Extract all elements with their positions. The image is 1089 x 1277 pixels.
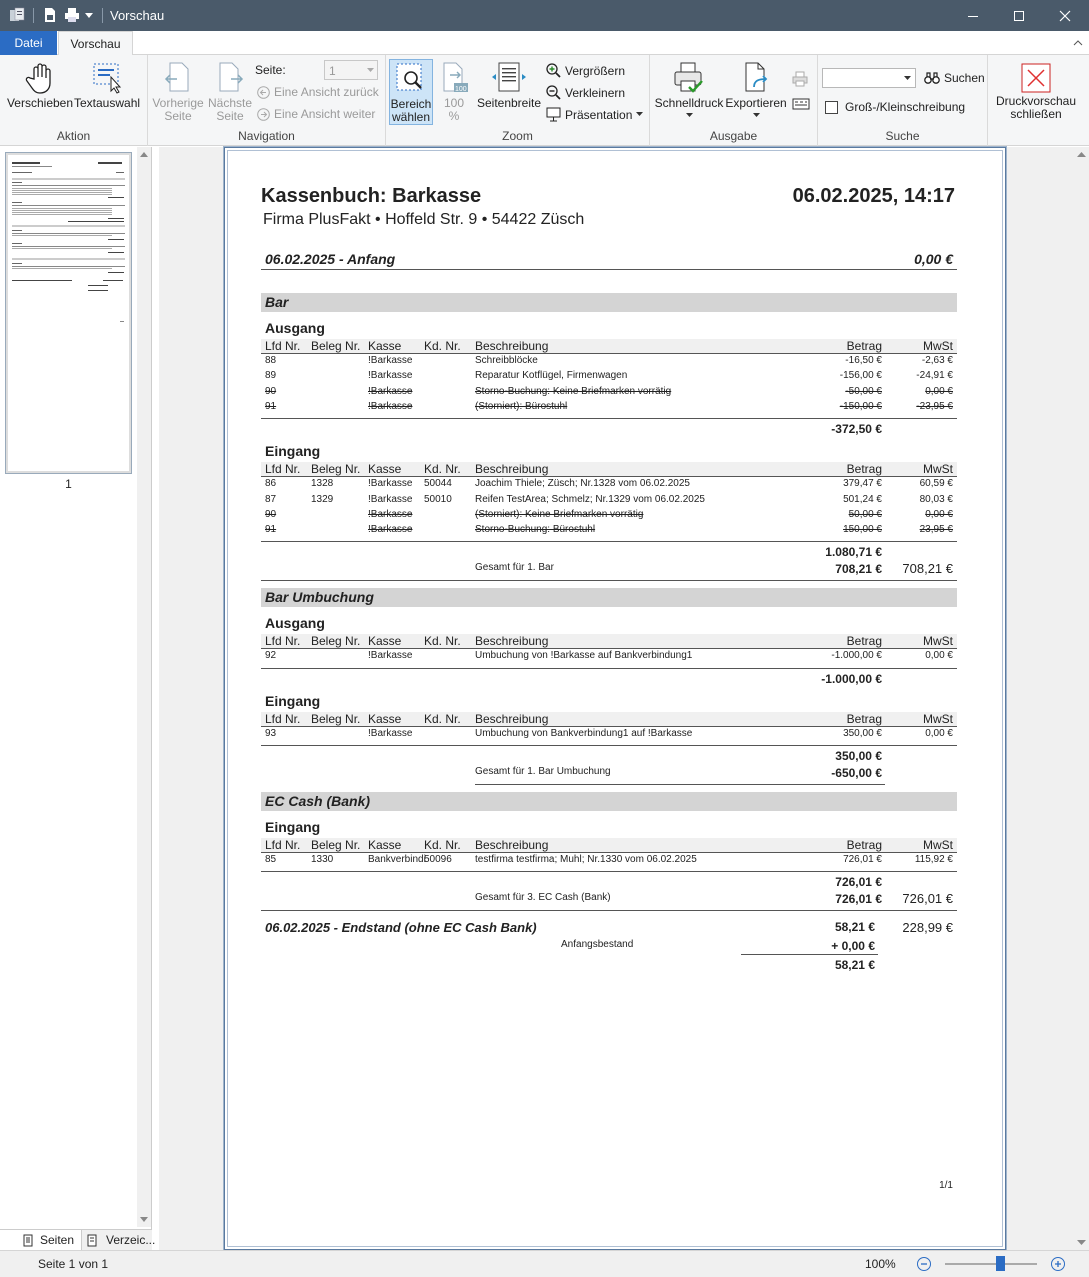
cell-nr: 93 [265, 727, 277, 739]
cell-betrag: -1.000,00 € [831, 650, 882, 662]
report-title: Kassenbuch: Barkasse [261, 185, 482, 207]
cell-kasse: !Barkasse [368, 478, 413, 490]
print-setup-icon[interactable] [792, 71, 808, 87]
cell-nr: 86 [265, 478, 277, 490]
sum-label: Gesamt für 3. EC Cash (Bank) [475, 892, 611, 904]
pages-icon [22, 1234, 34, 1247]
select-area-label-2: wählen [391, 110, 431, 124]
column-header: MwSt [923, 711, 953, 726]
zoom-in-icon[interactable] [1050, 1256, 1066, 1272]
status-bar [0, 1250, 1089, 1277]
scroll-down-icon[interactable] [1077, 1240, 1086, 1245]
maximize-icon [1013, 10, 1025, 22]
thumbnail-page-number: 1 [65, 477, 72, 491]
header-line [261, 353, 957, 354]
select-area-button[interactable] [389, 59, 433, 125]
cell-betrag: -156,00 € [839, 370, 882, 382]
cell-desc: Umbuchung von !Barkasse auf Bankverbindung1 [475, 650, 693, 662]
tab-pages[interactable] [0, 1230, 82, 1251]
page-number-value: 1 [329, 64, 336, 78]
column-header: Kd. Nr. [424, 711, 461, 726]
next-page-icon [214, 61, 246, 95]
next-page-label-1: Nächste [207, 96, 253, 110]
table-end-line [261, 668, 957, 669]
cell-mwst: -2,63 € [921, 355, 953, 366]
group-label-suche: Suche [885, 129, 920, 143]
column-header: MwSt [923, 462, 953, 477]
chevron-down-icon [367, 68, 374, 73]
cell-desc: Storno-Buchung: Keine Briefmarken vorrätig [475, 385, 672, 397]
zoom-100-label-2: % [448, 109, 460, 123]
column-header: Betrag [846, 339, 882, 353]
group-suche [818, 55, 988, 146]
page-footer: 1/1 [939, 1180, 953, 1191]
group-label-navigation: Navigation [238, 129, 295, 143]
page-width-icon [491, 61, 527, 95]
search-combobox[interactable] [822, 68, 916, 88]
cell-desc: Reparatur Kotflügel, Firmenwagen [475, 370, 628, 382]
binoculars-icon [924, 71, 940, 85]
scroll-up-icon[interactable] [1077, 152, 1086, 157]
column-header: Beleg Nr. [311, 711, 361, 726]
title-bar [0, 0, 1089, 31]
subsection-title: Ausgang [265, 615, 325, 632]
thumbnail-preview-graphic [8, 155, 129, 471]
chevron-down-icon [686, 113, 693, 118]
search-button[interactable] [924, 71, 985, 85]
sum-mwst: 708,21 € [902, 561, 953, 577]
cell-desc: (Storniert): Keine Briefmarken vorrätig [475, 508, 644, 520]
cell-nr: 90 [265, 508, 277, 520]
cell-beleg: 1330 [311, 854, 334, 865]
start-value: 0,00 € [914, 251, 953, 267]
subtotal-value: 1.080,71 € [825, 545, 882, 560]
text-select-button[interactable] [74, 61, 140, 110]
column-header: Kd. Nr. [424, 634, 461, 649]
view-back-label: Eine Ansicht zurück [274, 85, 379, 99]
chevron-down-icon [636, 112, 643, 117]
report-page [224, 147, 1006, 1250]
group-ausgabe [650, 55, 818, 146]
cell-betrag: 350,00 € [843, 727, 882, 739]
section-end-line [261, 910, 957, 911]
print-icon[interactable] [64, 7, 80, 23]
page-setup-icon[interactable] [792, 98, 810, 112]
scroll-down-icon[interactable] [140, 1217, 148, 1222]
prev-page-label-2: Seite [164, 109, 192, 123]
subsection-title: Ausgang [265, 320, 325, 336]
text-select-icon [91, 61, 123, 95]
group-navigation [148, 55, 386, 146]
cell-desc: Schreibblöcke [475, 355, 538, 366]
magnifier-area-icon [395, 62, 427, 96]
save-icon[interactable] [42, 7, 58, 23]
cell-mwst: -23,95 € [916, 400, 953, 412]
move-button[interactable] [6, 61, 74, 110]
column-header: Kasse [368, 838, 402, 852]
prev-page-button[interactable] [152, 61, 204, 123]
prev-page-icon [162, 61, 194, 95]
column-header: Beleg Nr. [311, 634, 361, 649]
cell-desc: Joachim Thiele; Züsch; Nr.1328 vom 06.02.2025 [475, 478, 690, 490]
cell-kasse: !Barkasse [368, 650, 413, 662]
cell-kasse: !Barkasse [368, 355, 413, 366]
cell-desc: testfirma testfirma; Muhl; Nr.1330 vom 06.02.2025 [475, 854, 697, 865]
table-end-line [261, 745, 957, 746]
column-header: Kasse [368, 634, 402, 649]
zoom-out-button[interactable] [546, 85, 625, 100]
group-label-aktion: Aktion [56, 129, 91, 143]
tab-pages-label: Seiten [40, 1233, 75, 1247]
start-label: 06.02.2025 - Anfang [265, 251, 396, 267]
checkbox-box[interactable] [825, 101, 838, 114]
quick-access-dropdown-icon[interactable] [84, 7, 94, 23]
table-end-line [261, 871, 957, 872]
cell-nr: 87 [265, 493, 277, 505]
column-header: Lfd Nr. [265, 711, 301, 726]
column-header: Lfd Nr. [265, 838, 301, 852]
column-header: Beleg Nr. [311, 838, 361, 852]
close-preview-icon [1021, 63, 1051, 93]
close-preview-label-2: schließen [1010, 107, 1062, 121]
zoom-100-button[interactable] [436, 61, 472, 123]
column-header: Betrag [846, 634, 882, 649]
maximize-button[interactable] [996, 0, 1042, 31]
column-header: Betrag [846, 462, 882, 477]
page-width-label: Seitenbreite [476, 96, 542, 110]
search-label: Suchen [944, 71, 985, 85]
app-icon [9, 7, 25, 23]
cell-nr: 90 [265, 385, 277, 397]
case-sensitive-label: Groß-/Kleinschreibung [845, 100, 966, 114]
column-header: Kasse [368, 339, 402, 353]
subtotal-value: 726,01 € [835, 875, 882, 890]
cell-betrag: 150,00 € [843, 524, 882, 536]
move-label: Verschieben [6, 96, 74, 110]
section-title: EC Cash (Bank) [265, 793, 371, 809]
section-band [261, 293, 957, 312]
cell-beleg: 1328 [311, 478, 334, 490]
window-title: Vorschau [110, 8, 165, 23]
cell-nr: 85 [265, 854, 277, 865]
case-sensitive-checkbox[interactable] [825, 100, 965, 114]
view-back-button[interactable] [257, 85, 379, 99]
page-label: Seite: [255, 63, 286, 77]
table-end-line [261, 418, 957, 419]
end-label: 06.02.2025 - Endstand (ohne EC Cash Bank) [265, 920, 537, 936]
report-company: Firma PlusFakt • Hoffeld Str. 9 • 54422 Züsch [263, 211, 585, 228]
page-number-select[interactable] [324, 60, 378, 80]
table-end-line [261, 541, 957, 542]
pane-tabs [0, 1229, 156, 1250]
tab-file[interactable]: Datei [0, 31, 57, 55]
index-icon [86, 1234, 98, 1247]
zoom-in-label: Vergrößern [565, 63, 626, 78]
header-line [261, 648, 957, 649]
cell-kasse: !Barkasse [368, 400, 413, 412]
sum-label: Gesamt für 1. Bar [475, 562, 554, 574]
quick-print-icon [672, 61, 706, 95]
subsection-title: Eingang [265, 692, 321, 709]
cell-mwst: 60,59 € [919, 478, 953, 490]
export-label: Exportieren [725, 96, 787, 110]
zoom-100-label-1: 100 [443, 96, 465, 110]
cell-kasse: !Barkasse [368, 508, 413, 520]
column-header: Beleg Nr. [311, 339, 361, 353]
cell-mwst: -24,91 € [916, 370, 953, 382]
cell-mwst: 0,00 € [925, 508, 953, 520]
forward-arrow-icon [257, 108, 270, 121]
column-header: Beschreibung [475, 711, 549, 726]
cell-mwst: 115,92 € [914, 854, 953, 865]
page-width-button[interactable] [474, 61, 544, 110]
text-select-label: Textauswahl [74, 96, 141, 110]
tab-preview[interactable]: Vorschau [58, 31, 133, 56]
opening-label: Anfangsbestand [561, 939, 634, 951]
cell-nr: 88 [265, 355, 277, 366]
cell-kasse: !Barkasse [368, 493, 413, 505]
thumbnail-scrollbar[interactable] [137, 147, 151, 1227]
chevron-down-icon [753, 113, 760, 118]
cell-nr: 89 [265, 370, 277, 382]
cell-kasse: !Barkasse [368, 385, 413, 397]
column-header: Kasse [368, 462, 402, 477]
sum-value: 726,01 € [835, 892, 882, 907]
cell-kasse: Bankverbindi [368, 854, 426, 865]
preview-scrollbar[interactable] [1074, 147, 1089, 1250]
column-header: Kasse [368, 711, 402, 726]
cell-betrag: 50,00 € [848, 508, 882, 520]
cell-mwst: 0,00 € [925, 385, 953, 397]
cell-mwst: 23,95 € [919, 524, 953, 536]
scroll-up-icon[interactable] [140, 152, 148, 157]
export-button[interactable] [724, 61, 788, 118]
cell-kasse: !Barkasse [368, 524, 413, 536]
end-mwst: 228,99 € [902, 920, 953, 936]
column-header: MwSt [923, 339, 953, 353]
opening-value: + 0,00 € [831, 939, 875, 954]
page-thumbnail[interactable] [5, 152, 132, 474]
cell-kasse: !Barkasse [368, 370, 413, 382]
cell-betrag: 379,47 € [843, 478, 882, 490]
zoom-100-icon [438, 61, 470, 95]
presentation-icon [546, 107, 561, 122]
tab-index[interactable] [82, 1230, 156, 1251]
next-page-label-2: Seite [216, 109, 244, 123]
opening-line [741, 954, 878, 955]
thumbnail-pane [0, 147, 152, 1250]
close-window-button[interactable] [1042, 0, 1088, 31]
presentation-label: Präsentation [565, 107, 633, 122]
column-header: Betrag [846, 711, 882, 726]
cell-betrag: 726,01 € [843, 854, 882, 865]
zoom-in-button[interactable] [546, 63, 625, 78]
cell-nr: 92 [265, 650, 277, 662]
group-aktion [0, 55, 148, 146]
column-header: Beschreibung [475, 339, 549, 353]
header-line [261, 476, 957, 477]
column-header: Kd. Nr. [424, 339, 461, 353]
zoom-out-icon[interactable] [916, 1256, 932, 1272]
column-header: Betrag [846, 838, 882, 852]
sum-value: -650,00 € [831, 766, 882, 780]
svg-text:100: 100 [455, 86, 467, 93]
column-header: Beschreibung [475, 462, 549, 477]
chevron-down-icon [904, 76, 911, 81]
ribbon-tabs [0, 31, 1089, 55]
column-header: Beschreibung [475, 838, 549, 852]
section-end-line [261, 580, 957, 581]
column-header: Lfd Nr. [265, 462, 301, 477]
view-forward-button[interactable] [257, 107, 375, 121]
cell-desc: Umbuchung von Bankverbindung1 auf !Barkasse [475, 727, 693, 739]
group-zoom [386, 55, 650, 146]
cell-kasse: !Barkasse [368, 727, 413, 739]
column-header: MwSt [923, 838, 953, 852]
cell-betrag: -150,00 € [839, 400, 882, 412]
cell-nr: 91 [265, 524, 277, 536]
subtotal-value: -1.000,00 € [821, 671, 882, 686]
cell-kd: 50096 [424, 854, 452, 865]
status-zoom: 100% [865, 1257, 896, 1271]
header-line [261, 852, 957, 853]
close-preview-label-1: Druckvorschau [995, 94, 1077, 108]
close-preview-button[interactable] [994, 63, 1078, 121]
cell-mwst: 0,00 € [925, 650, 953, 662]
close-icon [1059, 10, 1071, 22]
zoom-slider[interactable] [945, 1263, 1037, 1265]
column-header: Lfd Nr. [265, 634, 301, 649]
end-value: 58,21 € [834, 920, 875, 935]
cell-betrag: -16,50 € [845, 355, 882, 366]
tab-index-label: Verzeic... [106, 1233, 156, 1247]
status-page: Seite 1 von 1 [38, 1257, 109, 1271]
report-datetime: 06.02.2025, 14:17 [792, 185, 955, 207]
zoom-in-icon [546, 63, 561, 78]
zoom-out-icon [546, 85, 561, 100]
zoom-slider-thumb[interactable] [996, 1256, 1005, 1271]
minimize-icon [967, 10, 979, 22]
subsection-title: Eingang [265, 443, 321, 460]
section-title: Bar [265, 294, 289, 310]
group-label-zoom: Zoom [502, 129, 533, 143]
cell-desc: Reifen TestArea; Schmelz; Nr.1329 vom 06.02.2025 [475, 493, 705, 505]
cell-desc: (Storniert): Bürostuhl [475, 400, 568, 412]
cell-kd: 50010 [424, 493, 452, 505]
group-label-ausgabe: Ausgabe [709, 129, 758, 143]
final-value: 58,21 € [834, 958, 875, 973]
column-header: MwSt [923, 634, 953, 649]
cell-mwst: 0,00 € [925, 727, 953, 739]
cell-nr: 91 [265, 400, 277, 412]
cell-betrag: 501,24 € [843, 493, 882, 505]
export-icon [740, 61, 772, 95]
column-header: Beleg Nr. [311, 462, 361, 477]
select-area-label-1: Bereich [390, 97, 432, 111]
section-title: Bar Umbuchung [265, 589, 374, 606]
presentation-dropdown[interactable] [546, 107, 643, 122]
column-header: Lfd Nr. [265, 339, 301, 353]
cell-beleg: 1329 [311, 493, 334, 505]
cell-betrag: -50,00 € [845, 385, 882, 397]
sum-mwst: 726,01 € [902, 891, 953, 907]
prev-page-label-1: Vorherige [152, 96, 204, 110]
back-arrow-icon [257, 86, 270, 99]
cell-mwst: 80,03 € [919, 493, 953, 505]
zoom-out-label: Verkleinern [565, 85, 626, 100]
sum-value: 708,21 € [835, 562, 882, 577]
subtotal-value: 350,00 € [835, 749, 882, 763]
quick-print-label: Schnelldruck [654, 96, 724, 110]
sum-label: Gesamt für 1. Bar Umbuchung [475, 766, 611, 777]
collapse-ribbon-icon[interactable] [1073, 39, 1083, 47]
view-forward-label: Eine Ansicht weiter [274, 107, 376, 121]
header-line [261, 726, 957, 727]
subtotal-value: -372,50 € [831, 422, 882, 437]
section-end-line [475, 784, 885, 785]
column-header: Kd. Nr. [424, 462, 461, 477]
cell-desc: Storno-Buchung: Bürostuhl [475, 524, 596, 536]
cell-kd: 50044 [424, 478, 452, 490]
column-header: Kd. Nr. [424, 838, 461, 852]
minimize-button[interactable] [950, 0, 996, 31]
column-header: Beschreibung [475, 634, 549, 649]
ribbon [0, 55, 1089, 146]
subsection-title: Eingang [265, 819, 321, 835]
next-page-button[interactable] [205, 61, 255, 123]
quick-print-button[interactable] [654, 61, 724, 118]
hand-icon [24, 61, 56, 95]
